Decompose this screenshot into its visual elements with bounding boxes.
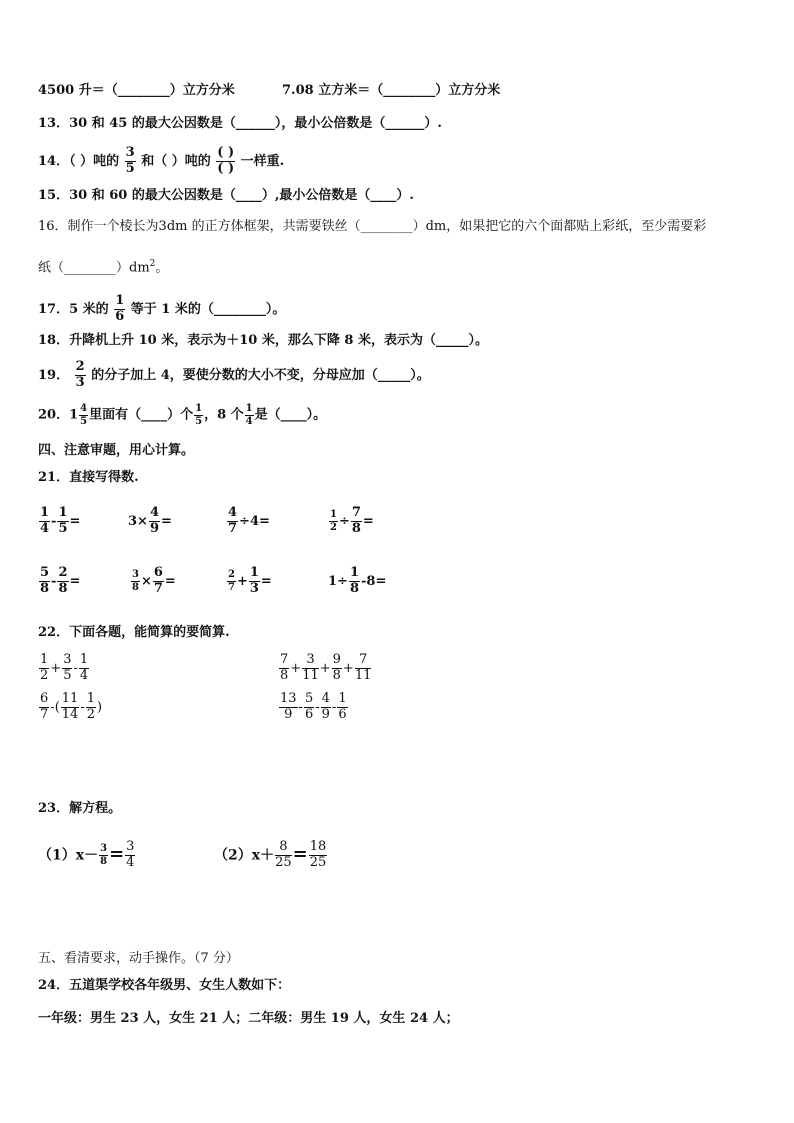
- line-4500: 4500 升＝（________）立方分米: [38, 83, 235, 98]
- question-22: 22．下面各题，能简算的要简算.: [38, 625, 230, 640]
- fraction-1-5: $\frac{1}{5}$: [195, 403, 203, 427]
- calc-3-times-4-9: 3× $\frac{4}{9}$ =: [128, 505, 172, 536]
- question-16-line1: 16．制作一个棱长为3dm 的正方体框架，共需要铁丝（________）dm，如果把它的六个面都贴上彩纸，至少需要彩: [38, 219, 707, 234]
- q14-text-c: 一样重.: [240, 153, 285, 169]
- question-13: 13．30 和 45 的最大公因数是（______），最小公倍数是（______）.: [38, 116, 442, 131]
- question-20: [38, 403, 326, 427]
- calc-4-7-div-4: $\frac{4}{7}$ ÷4=: [228, 505, 270, 536]
- question-14: [38, 146, 284, 177]
- q16-sup: 2: [149, 259, 156, 269]
- q17-text-a: 17．5 米的: [38, 301, 109, 317]
- equation-2: （2）x＋ $\frac{8}{25}$ = $\frac{18}{25}$: [214, 839, 327, 870]
- fraction-3-5: $\frac{3}{5}$: [125, 145, 135, 176]
- question-16-line2: [38, 255, 168, 277]
- simplify-expr-1: $\frac{1}{2}$ + $\frac{3}{5}$ - $\frac{1}{4}$: [40, 652, 89, 683]
- calc-1-div-1-8-minus-8: 1÷ $\frac{1}{8}$ -8=: [328, 565, 387, 596]
- question-17: [38, 294, 285, 325]
- fraction-1-4: $\frac{1}{4}$: [245, 403, 253, 427]
- question-15: 15．30 和 60 的最大公因数是（____）,最小公倍数是（____）.: [38, 188, 414, 203]
- calc-5-8-minus-2-8: $\frac{5}{8}$ - $\frac{2}{8}$ =: [40, 565, 81, 596]
- q20-num: 20．1: [38, 407, 79, 423]
- calc-3-8-times-6-7: $\frac{3}{8}$ × $\frac{6}{7}$ =: [132, 565, 176, 596]
- fraction-blank: ( ) ( ): [217, 145, 235, 176]
- q16-text: 纸（________）dm: [38, 260, 150, 276]
- fraction-1-6: $\frac{1}{6}$: [115, 293, 125, 324]
- question-24-data: 一年级：男生 23 人，女生 21 人；二年级：男生 19 人，女生 24 人；: [38, 1011, 459, 1026]
- question-18: 18．升降机上升 10 米，表示为＋10 米，那么下降 8 米，表示为（_____）。: [38, 333, 488, 348]
- section-5-heading: 五、看清要求，动手操作。（7 分）: [38, 951, 239, 966]
- q20-text-d: 是（____）。: [254, 407, 327, 423]
- simplify-expr-2: $\frac{7}{8}$ + $\frac{3}{11}$ + $\frac{9}{8}$ + $\frac{7}{11}$: [280, 652, 372, 683]
- q20-text-c: ，8 个: [204, 407, 244, 423]
- simplify-expr-3: $\frac{6}{7}$ -( $\frac{11}{14}$ - $\frac{1}{2}$ ): [40, 691, 103, 722]
- equation-1: （1）x－ $\frac{3}{8}$ = $\frac{3}{4}$: [38, 839, 135, 870]
- q14-text-b: 和（ ）吨的: [141, 153, 211, 169]
- calc-1-4-minus-1-5: $\frac{1}{4}$ - $\frac{1}{5}$ =: [40, 505, 81, 536]
- question-24: 24．五道渠学校各年级男、女生人数如下：: [38, 978, 291, 993]
- q17-text-b: 等于 1 米的（________）。: [130, 301, 286, 317]
- fraction-2-3: $\frac{2}{3}$: [75, 359, 85, 390]
- calc-1-2-div-7-8: $\frac{1}{2}$ ÷ $\frac{7}{8}$ =: [330, 505, 374, 536]
- q16-end: 。: [155, 260, 169, 276]
- line-708: 7.08 立方米＝（________）立方分米: [282, 83, 501, 98]
- question-21: 21．直接写得数.: [38, 470, 139, 485]
- q20-text-b: 里面有（____）个: [89, 407, 194, 423]
- question-23: 23．解方程。: [38, 801, 122, 816]
- question-19: [38, 360, 430, 391]
- section-4-heading: 四、注意审题，用心计算。: [38, 443, 195, 458]
- calc-2-7-plus-1-3: $\frac{2}{7}$ + $\frac{1}{3}$ =: [228, 565, 272, 596]
- q14-text-a: 14．（ ）吨的: [38, 153, 120, 169]
- simplify-expr-4: $\frac{13}{9}$ - $\frac{5}{6}$ - $\frac{4}{9}$ - $\frac{1}{6}$: [280, 691, 347, 722]
- q19-num: 19．: [38, 367, 70, 383]
- q19-text: 的分子加上 4，要使分数的大小不变，分母应加（_____）。: [91, 367, 430, 383]
- fraction-4-5: $\frac{4}{5}$: [80, 403, 88, 427]
